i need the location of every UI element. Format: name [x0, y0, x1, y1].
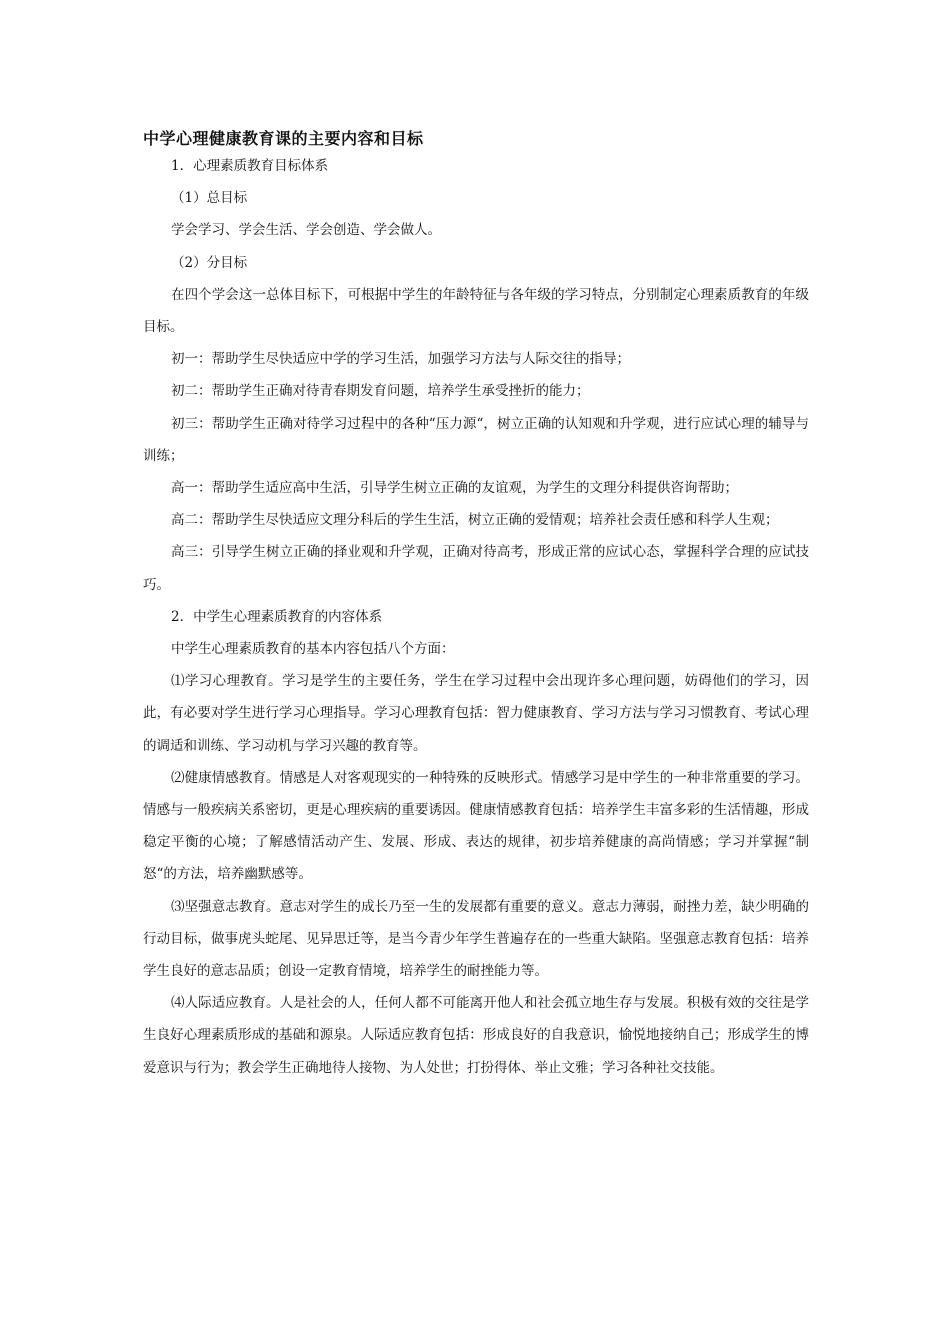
paragraph-interpersonal-education: ⑷人际适应教育。人是社会的人，任何人都不可能离开他人和社会孤立地生存与发展。积极有效的交往是学生良好心理素质形成的基础和源泉。人际适应教育包括：形成良好的自我意识，愉悦地接纳自己；形成学生的博爱意识与行为；教会学生正确地待人接物、为人处世；打扮得体、举止文雅；学习各种社交技能。: [143, 995, 809, 1076]
paragraph-sub-goal-intro: 在四个学会这一总体目标下，可根据中学生的年龄特征与各年级的学习特点，分别制定心理素质教育的年级目标。: [143, 286, 809, 336]
paragraph-grade-8: 初二：帮助学生正确对待青春期发育问题，培养学生承受挫折的能力；: [171, 383, 590, 400]
paragraph-sub-goal-heading: （2）分目标: [171, 254, 248, 271]
paragraph-content-intro: 中学生心理素质教育的基本内容包括八个方面：: [171, 641, 455, 658]
paragraph-section-1-heading: 1．心理素质教育目标体系: [171, 158, 329, 174]
paragraph-emotion-education: ⑵健康情感教育。情感是人对客观现实的一种特殊的反映形式。情感学习是中学生的一种非常重要的学习。情感与一般疾病关系密切，更是心理疾病的重要诱因。健康情感教育包括：培养学生丰富多彩的生活情趣，形成稳定平衡的心境；了解感情活动产生、发展、形成、表达的规律，初步培养健康的高尚情感；学习并掌握“制怒“的方法，培养幽默感等。: [143, 769, 809, 883]
paragraph-overall-goal: 学会学习、学会生活、学会创造、学会做人。: [171, 222, 441, 239]
paragraph-learning-psychology: ⑴学习心理教育。学习是学生的主要任务，学生在学习过程中会出现许多心理问题，妨碍他们的学习，因此，有必要对学生进行学习心理指导。学习心理教育包括：智力健康教育、学习方法与学习习惯教育、考试心理的调适和训练、学习动机与学习兴趣的教育等。: [143, 673, 809, 754]
paragraph-will-education: ⑶坚强意志教育。意志对学生的成长乃至一生的发展都有重要的意义。意志力薄弱，耐挫力差，缺少明确的行动目标，做事虎头蛇尾、见异思迁等，是当今青少年学生普遍存在的一些重大缺陷。坚强意志教育包括：培养学生良好的意志品质；创设一定教育情境，培养学生的耐挫能力等。: [143, 898, 809, 980]
paragraph-grade-7: 初一：帮助学生尽快适应中学的学习生活，加强学习方法与人际交往的指导；: [171, 351, 630, 368]
paragraph-grade-11: 高二：帮助学生尽快适应文理分科后的学生生活，树立正确的爱情观；培养社会责任感和科学人生观；: [171, 512, 779, 529]
document-body: [143, 150, 809, 1084]
document-title: 中学心理健康教育课的主要内容和目标: [143, 129, 424, 148]
paragraph-section-2-heading: 2．中学生心理素质教育的内容体系: [171, 608, 383, 625]
paragraph-grade-9: 初三：帮助学生正确对待学习过程中的各种“压力源“，树立正确的认知观和升学观，进行应试心理的辅导与训练；: [143, 415, 809, 464]
paragraph-overall-goal-heading: （1）总目标: [171, 190, 248, 207]
paragraph-grade-12: 高三：引导学生树立正确的择业观和升学观，正确对待高考，形成正常的应试心态，掌握科学合理的应试技巧。: [143, 544, 809, 593]
paragraph-grade-10: 高一：帮助学生适应高中生活，引导学生树立正确的友谊观，为学生的文理分科提供咨询帮助；: [171, 480, 738, 497]
